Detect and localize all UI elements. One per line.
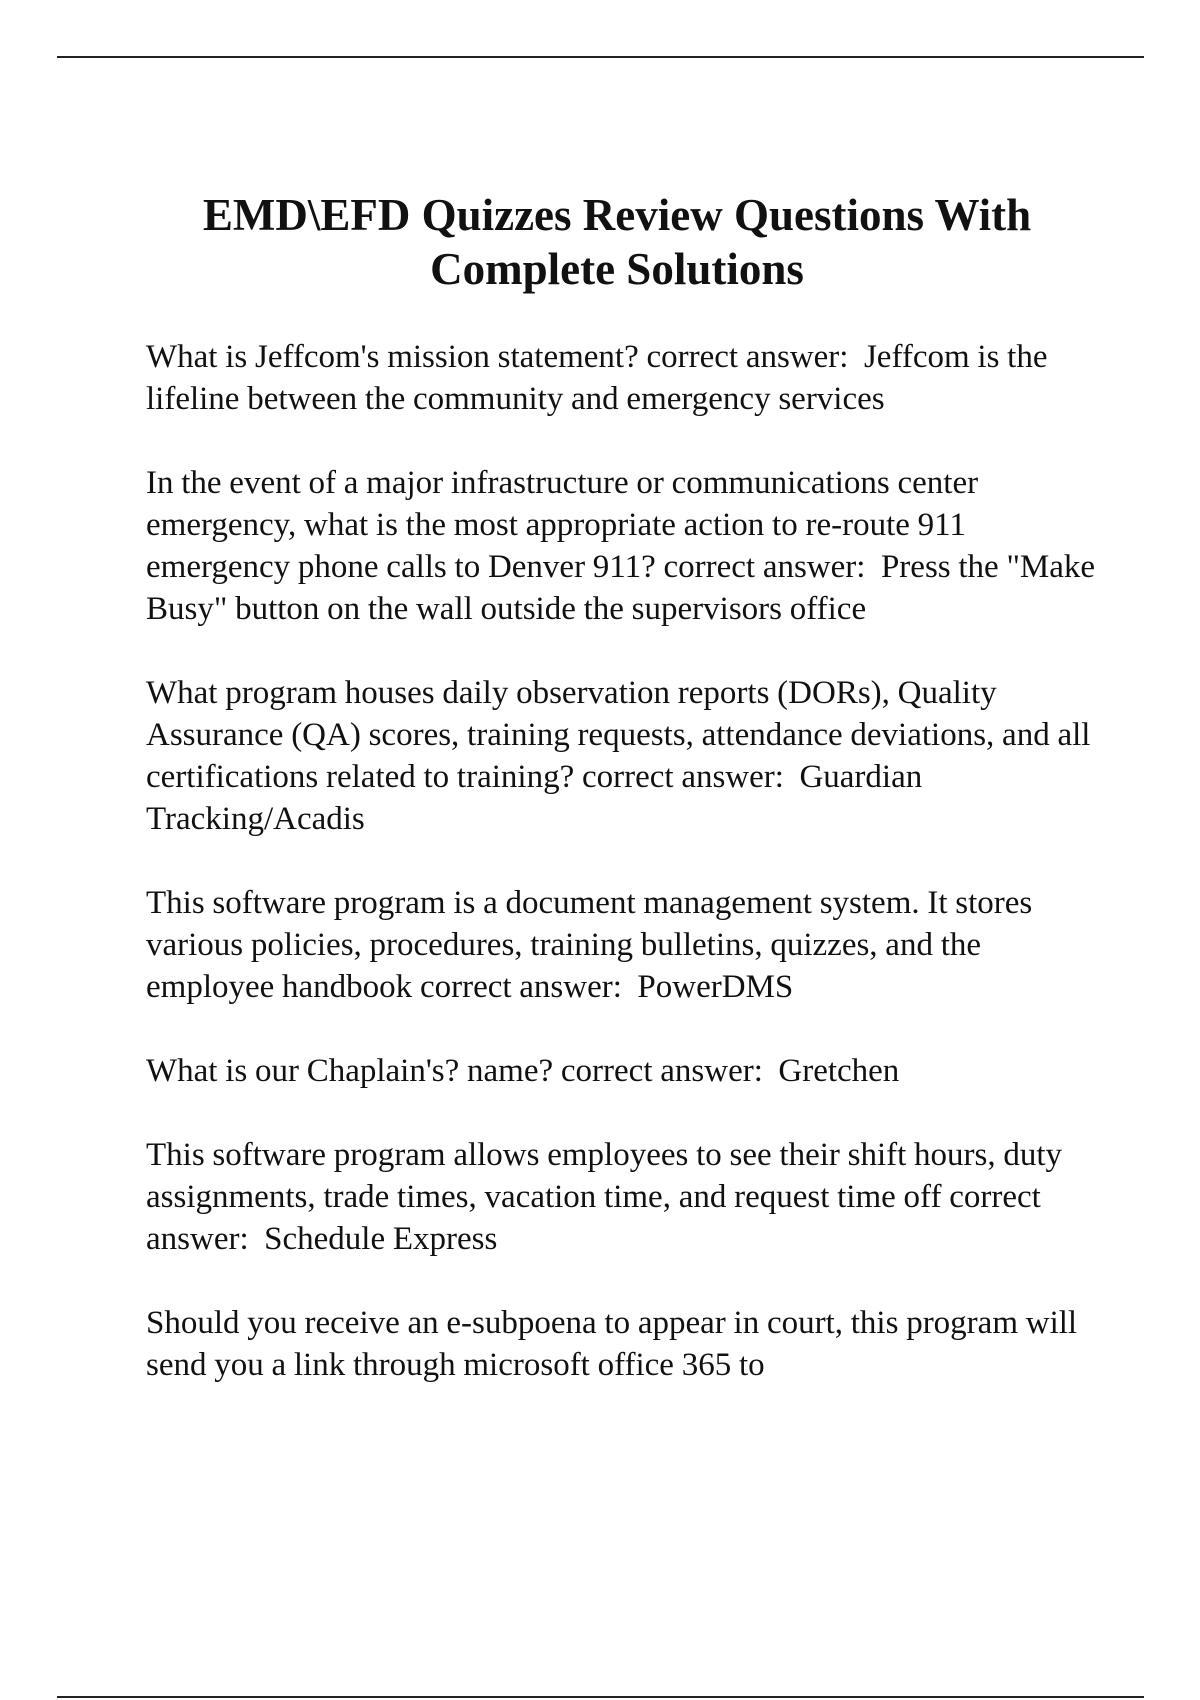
answer-separator: correct answer: [574, 759, 800, 795]
answer-text: Gretchen [778, 1053, 900, 1089]
question-text: What is our Chaplain's? name? [146, 1053, 554, 1089]
answer-text: Guardian Tracking/Acadis [146, 759, 930, 837]
question-text: In the event of a major infrastructure or communications center emergency, what is the most appropriate action to re-route 911 emergency phone calls to Denver 911? [146, 465, 986, 585]
top-rule [57, 56, 1144, 58]
title-line-1: EMD\EFD Quizzes Review Questions With [202, 190, 1032, 240]
question-text: What program houses daily observation reports (DORs), Quality Assurance (QA) scores, training requests, attendance deviations, and all certifications related to training? [146, 675, 1099, 795]
question-text: This software program allows employees to see their shift hours, duty assignments, trade times, vacation time, and request time off [146, 1137, 1070, 1215]
answer-text: PowerDMS [637, 969, 794, 1005]
qa-item-5 [146, 1050, 1096, 1092]
trailing-paragraph: Should you receive an e-subpoena to appear in court, this program will send you a link through microsoft office 365 to [146, 1305, 1085, 1383]
answer-separator: correct answer: [655, 549, 881, 585]
answer-separator: correct answer: [638, 339, 864, 375]
answer-separator: correct answer: [146, 1179, 1049, 1257]
qa-item-4 [146, 882, 1096, 1008]
qa-item-1 [146, 336, 1096, 420]
question-text: This software program is a document management system. It stores various policies, procedures, training bulletins, quizzes, and the employee handbook [146, 885, 1041, 1005]
answer-text: Schedule Express [264, 1221, 498, 1257]
answer-separator: correct answer: [553, 1053, 779, 1089]
answer-text: Press the "Make Busy" button on the wall outside the supervisors office [146, 549, 1103, 627]
document-body [146, 188, 1103, 1428]
qa-item-2 [146, 462, 1103, 630]
qa-item-3 [146, 672, 1099, 840]
answer-separator: correct answer: [412, 969, 638, 1005]
document-title [146, 188, 1088, 296]
qa-item-6 [146, 1134, 1096, 1260]
question-text: What is Jeffcom's mission statement? [146, 339, 639, 375]
title-line-2: Complete Solutions [430, 244, 804, 294]
answer-text: Jeffcom is the lifeline between the community and emergency services [146, 339, 1056, 417]
bottom-rule [57, 1696, 1144, 1698]
